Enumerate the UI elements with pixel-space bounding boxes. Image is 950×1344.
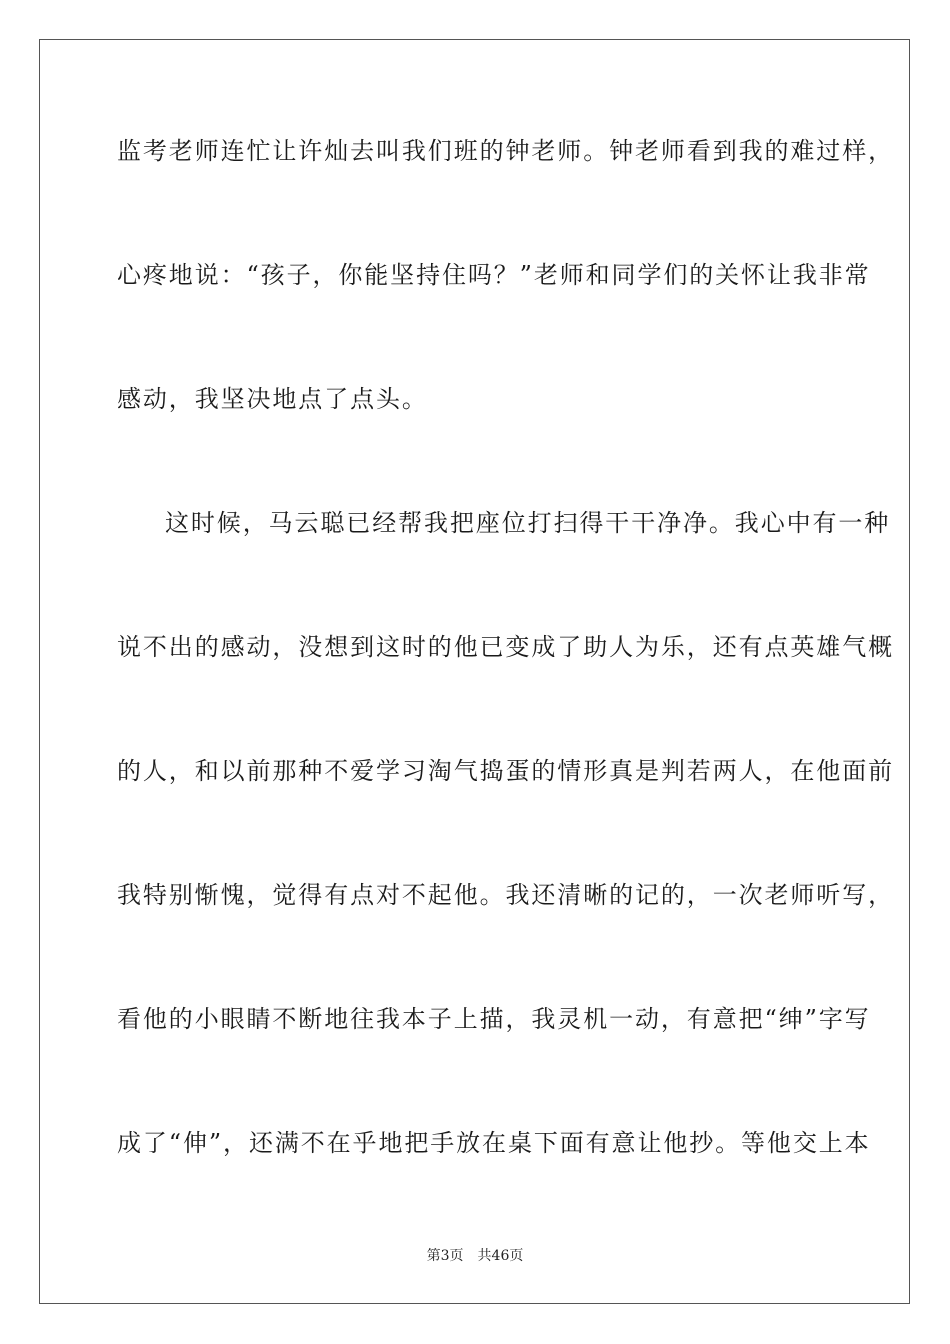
text-line: 说不出的感动，没想到这时的他已变成了助人为乐，还有点英雄气概 — [117, 633, 894, 661]
total-pages: 共46页 — [477, 1248, 524, 1264]
text-line: 监考老师连忙让许灿去叫我们班的钟老师。钟老师看到我的难过样， — [117, 137, 894, 165]
text-line: 我特别惭愧，觉得有点对不起他。我还清晰的记的，一次老师听写， — [117, 881, 894, 909]
page-border — [39, 39, 910, 1304]
text-line: 心疼地说：“孩子，你能坚持住吗？”老师和同学们的关怀让我非常 — [117, 261, 871, 289]
page-footer — [0, 1247, 950, 1265]
paragraph-first-line: 这时候，马云聪已经帮我把座位打扫得干干净净。我心中有一种 — [165, 509, 891, 537]
text-line: 看他的小眼睛不断地往我本子上描，我灵机一动，有意把“绅”字写 — [117, 1005, 871, 1033]
text-line: 成了“伸”，还满不在乎地把手放在桌下面有意让他抄。等他交上本 — [117, 1129, 871, 1157]
text-line: 的人，和以前那种不爱学习淘气捣蛋的情形真是判若两人，在他面前 — [117, 757, 894, 785]
text-line: 感动，我坚决地点了点头。 — [117, 385, 428, 413]
page-number: 第3页 — [426, 1248, 464, 1264]
